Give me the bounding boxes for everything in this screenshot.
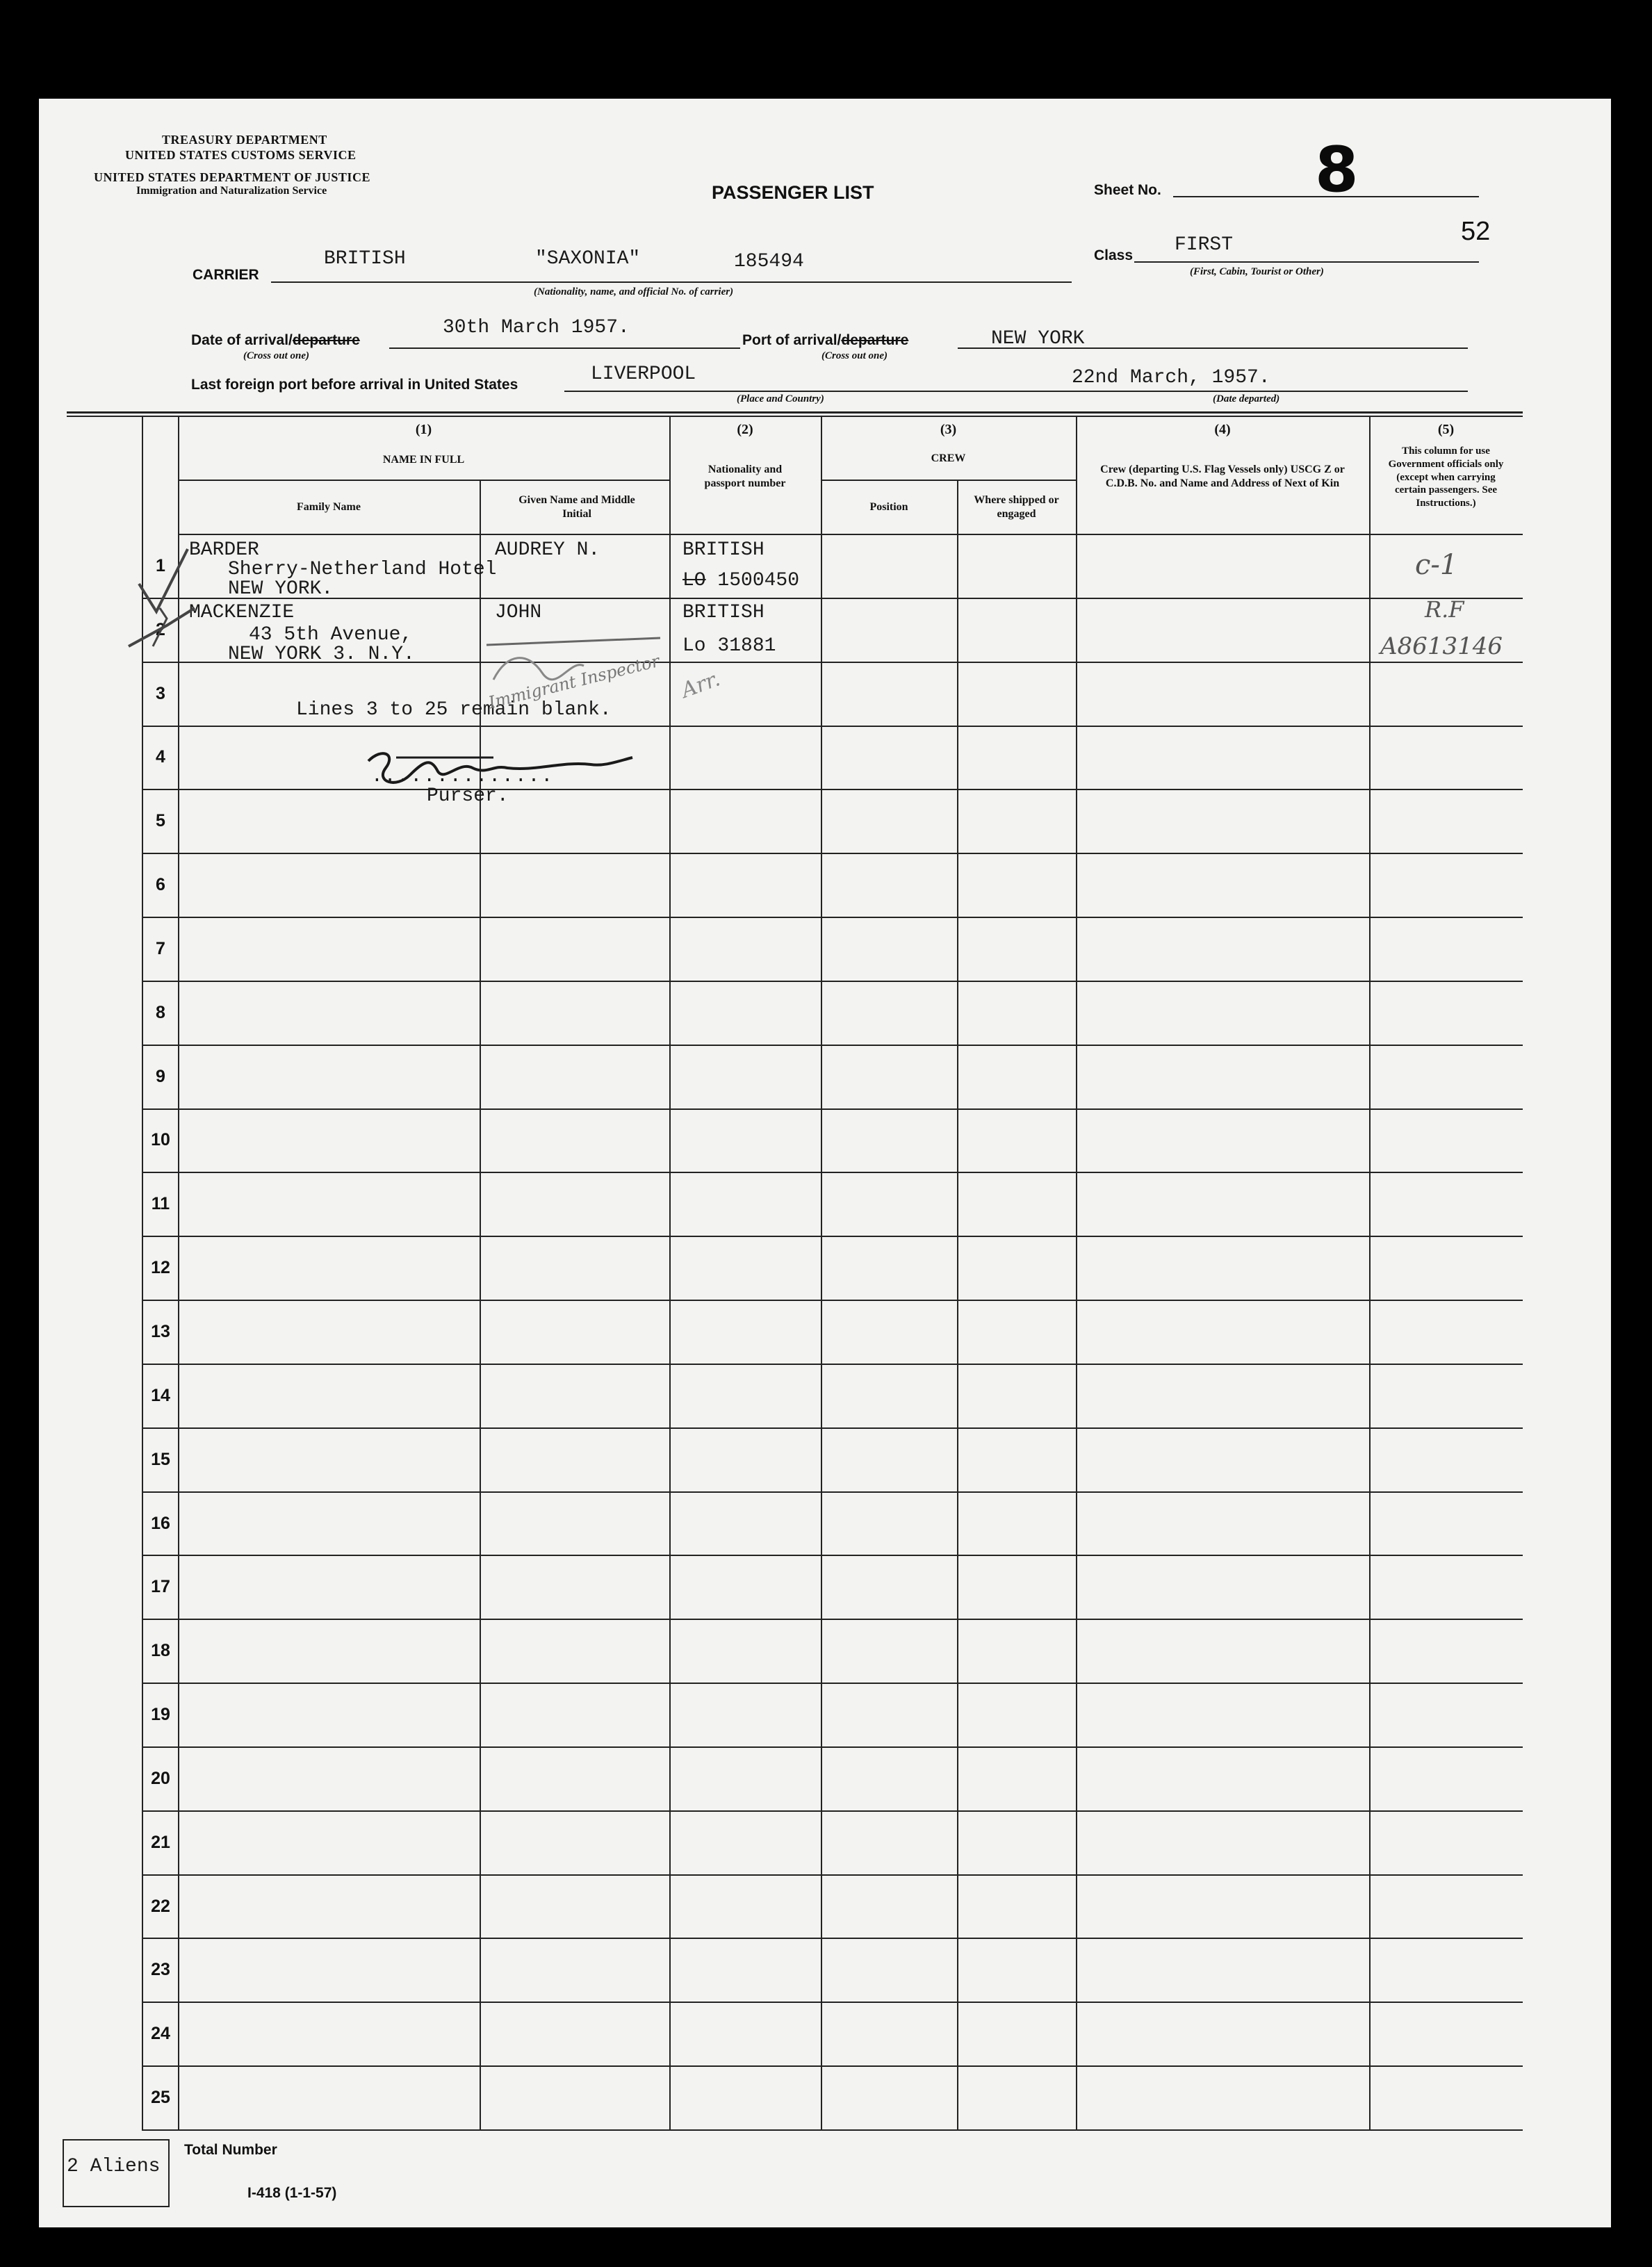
- row-number: 9: [156, 1066, 165, 1086]
- date-caption: (Cross out one): [243, 350, 310, 361]
- col2-title: Nationality and passport number: [704, 464, 786, 489]
- row-number: 7: [156, 938, 165, 958]
- row-divider: [142, 726, 1523, 727]
- page-title: PASSENGER LIST: [712, 182, 874, 203]
- class-underline: [1134, 261, 1479, 263]
- row-number: 18: [151, 1641, 170, 1661]
- row-divider: [142, 789, 1523, 790]
- table-top-border: [67, 411, 1523, 414]
- col1-number: (1): [415, 422, 432, 437]
- port-arrival-label: [742, 332, 908, 349]
- row-number: 21: [151, 1832, 170, 1852]
- col-line-kin-official: [1369, 416, 1371, 2129]
- col1-given-header: Given Name and Middle Initial: [518, 494, 635, 520]
- dept-line-4: Immigration and Naturalization Service: [136, 185, 327, 197]
- entry-2-passport: Lo 31881: [682, 635, 776, 657]
- row-number: 17: [151, 1577, 170, 1597]
- col5-title: This column for use Government officials only (except when carrying certain passengers. See Instructions.): [1388, 445, 1504, 509]
- row-divider: [142, 917, 1523, 918]
- table-top-border-2: [67, 416, 1523, 417]
- carrier-underline: [271, 281, 1072, 283]
- col3-position-header: Position: [869, 501, 908, 513]
- entry-1-address-1: Sherry-Netherland Hotel: [228, 559, 497, 580]
- table-bottom-line: [142, 2129, 1523, 2131]
- row-divider: [142, 1683, 1523, 1684]
- row-number: 2: [156, 619, 165, 639]
- carrier-label: CARRIER: [193, 267, 259, 283]
- row-divider: [142, 1364, 1523, 1365]
- row-number: 16: [151, 1513, 170, 1533]
- date-underline: [389, 347, 740, 349]
- col5-number: (5): [1437, 422, 1455, 437]
- col-line-rownum-right: [178, 416, 179, 2129]
- col-line-position-shipped: [957, 480, 958, 2129]
- entry-2-family: MACKENZIE: [189, 602, 295, 623]
- col3-number: (3): [940, 422, 957, 437]
- signature-dots: ..............: [371, 766, 555, 787]
- row-number: 4: [156, 747, 165, 767]
- row-divider: [142, 853, 1523, 854]
- port-arrival-value: NEW YORK: [991, 328, 1085, 350]
- carrier-official-no: 185494: [734, 251, 804, 272]
- row-divider: [142, 1746, 1523, 1748]
- entry-2-given: JOHN: [495, 602, 542, 623]
- col-line-rownum-left: [142, 416, 143, 2129]
- row-divider: [142, 1619, 1523, 1620]
- page-number: 52: [1461, 217, 1491, 246]
- dept-line-2: UNITED STATES CUSTOMS SERVICE: [125, 148, 357, 162]
- row-divider: [142, 1555, 1523, 1556]
- last-port-label: Last foreign port before arrival in United States: [191, 377, 518, 393]
- row-number: 19: [151, 1705, 170, 1725]
- entry-2-official-note-2: A8613146: [1380, 632, 1503, 660]
- date-arrival-value: 30th March 1957.: [443, 317, 630, 338]
- last-port-caption: (Place and Country): [737, 393, 824, 404]
- entry-1-family: BARDER: [189, 539, 259, 561]
- row-number: 14: [151, 1385, 170, 1405]
- inspector-initials: Arr.: [678, 666, 723, 703]
- entry-1-nationality: BRITISH: [682, 539, 764, 561]
- entry-2-nationality: BRITISH: [682, 602, 764, 623]
- subheader-line-crew: [821, 480, 1076, 481]
- col3-title: CREW: [931, 452, 966, 464]
- entry-2-address-1: 43 5th Avenue,: [249, 624, 413, 646]
- row-number: 22: [151, 1896, 170, 1916]
- row-number: 8: [156, 1002, 165, 1022]
- port-arrival-label-text: Port of arrival/: [742, 332, 842, 348]
- header-bottom-line: [178, 534, 1523, 535]
- row-divider: [142, 2065, 1523, 2067]
- row-divider: [142, 1300, 1523, 1301]
- inspector-stamp-text: Immigrant Inspector: [486, 650, 662, 713]
- class-label: Class: [1094, 247, 1134, 263]
- col3-shipped-header: Where shipped or engaged: [974, 494, 1059, 520]
- row-number: 20: [151, 1768, 170, 1788]
- entry-2-address-2: NEW YORK 3. N.Y.: [228, 644, 415, 665]
- row-divider: [142, 1810, 1523, 1812]
- class-value: FIRST: [1175, 234, 1234, 256]
- row-divider: [142, 1427, 1523, 1429]
- row-divider: [142, 2002, 1523, 2003]
- port-departure-struck: departure: [841, 332, 909, 348]
- entry-1-passport-line: [682, 570, 799, 591]
- col1-title: NAME IN FULL: [382, 454, 465, 466]
- blank-lines-note: Lines 3 to 25 remain blank.: [296, 699, 612, 721]
- last-port-underline: [564, 391, 1468, 392]
- row-divider: [142, 1491, 1523, 1493]
- carrier-nationality: BRITISH: [324, 248, 406, 270]
- col-line-crew-kin: [1076, 416, 1077, 2129]
- last-port-value: LIVERPOOL: [591, 363, 696, 385]
- row-divider: [142, 1236, 1523, 1237]
- row-number: 11: [151, 1194, 170, 1214]
- class-caption: (First, Cabin, Tourist or Other): [1190, 266, 1324, 277]
- row-number: 15: [151, 1449, 170, 1469]
- purser-label: Purser.: [427, 785, 509, 807]
- sheet-number: 8: [1315, 133, 1359, 206]
- col2-number: (2): [737, 422, 753, 437]
- check-mark-icon: [125, 542, 215, 667]
- entry-1-passport-prefix: LO: [682, 570, 706, 591]
- total-aliens: 2 Aliens: [67, 2156, 161, 2177]
- col4-number: (4): [1214, 422, 1231, 437]
- col-line-family-given: [480, 480, 481, 2129]
- sheet-label: Sheet No.: [1094, 182, 1161, 198]
- date-departed-caption: (Date departed): [1213, 393, 1280, 404]
- row-number: 23: [151, 1960, 170, 1980]
- row-number: 6: [156, 875, 165, 895]
- row-number: 3: [156, 683, 165, 703]
- row-number: 5: [156, 811, 165, 831]
- row-number: 25: [151, 2088, 170, 2108]
- row-divider: [142, 1108, 1523, 1110]
- dept-line-3: UNITED STATES DEPARTMENT OF JUSTICE: [94, 170, 370, 184]
- col-line-nationality-crew: [821, 416, 822, 2129]
- date-departed-value: 22nd March, 1957.: [1072, 367, 1270, 388]
- row-divider: [142, 1045, 1523, 1046]
- date-departure-struck: departure: [292, 332, 360, 348]
- row-divider: [142, 1172, 1523, 1173]
- row-divider: [142, 981, 1523, 982]
- entry-2-official-note: R.F: [1425, 596, 1464, 623]
- row-number: 10: [151, 1130, 170, 1150]
- col4-title: Crew (departing U.S. Flag Vessels only) USCG Z or C.D.B. No. and Name and Address of Next of Kin: [1100, 464, 1345, 489]
- passenger-list-sheet: [39, 99, 1611, 2227]
- row-number: 1: [156, 555, 165, 575]
- row-number: 12: [151, 1258, 170, 1278]
- entry-1-address-2: NEW YORK.: [228, 578, 334, 600]
- date-arrival-label-text: Date of arrival/: [191, 332, 293, 348]
- entry-1-given: AUDREY N.: [495, 539, 600, 561]
- entry-1-passport: 1500450: [717, 570, 800, 591]
- row-number: 24: [151, 2024, 170, 2044]
- row-divider: [142, 1938, 1523, 1939]
- form-number: I-418 (1-1-57): [247, 2185, 337, 2201]
- row-divider: [142, 1874, 1523, 1876]
- dept-line-1: TREASURY DEPARTMENT: [162, 133, 327, 147]
- subheader-line-name: [178, 480, 669, 481]
- row-divider: [142, 598, 1523, 599]
- carrier-caption: (Nationality, name, and official No. of carrier): [534, 286, 734, 297]
- total-number-label: Total Number: [184, 2142, 277, 2158]
- carrier-name: "SAXONIA": [535, 248, 641, 270]
- port-caption: (Cross out one): [821, 350, 888, 361]
- row-number: 13: [151, 1322, 170, 1341]
- entry-1-official-note: c-1: [1415, 549, 1458, 581]
- col1-family-header: Family Name: [297, 501, 361, 513]
- date-arrival-label: [191, 332, 360, 349]
